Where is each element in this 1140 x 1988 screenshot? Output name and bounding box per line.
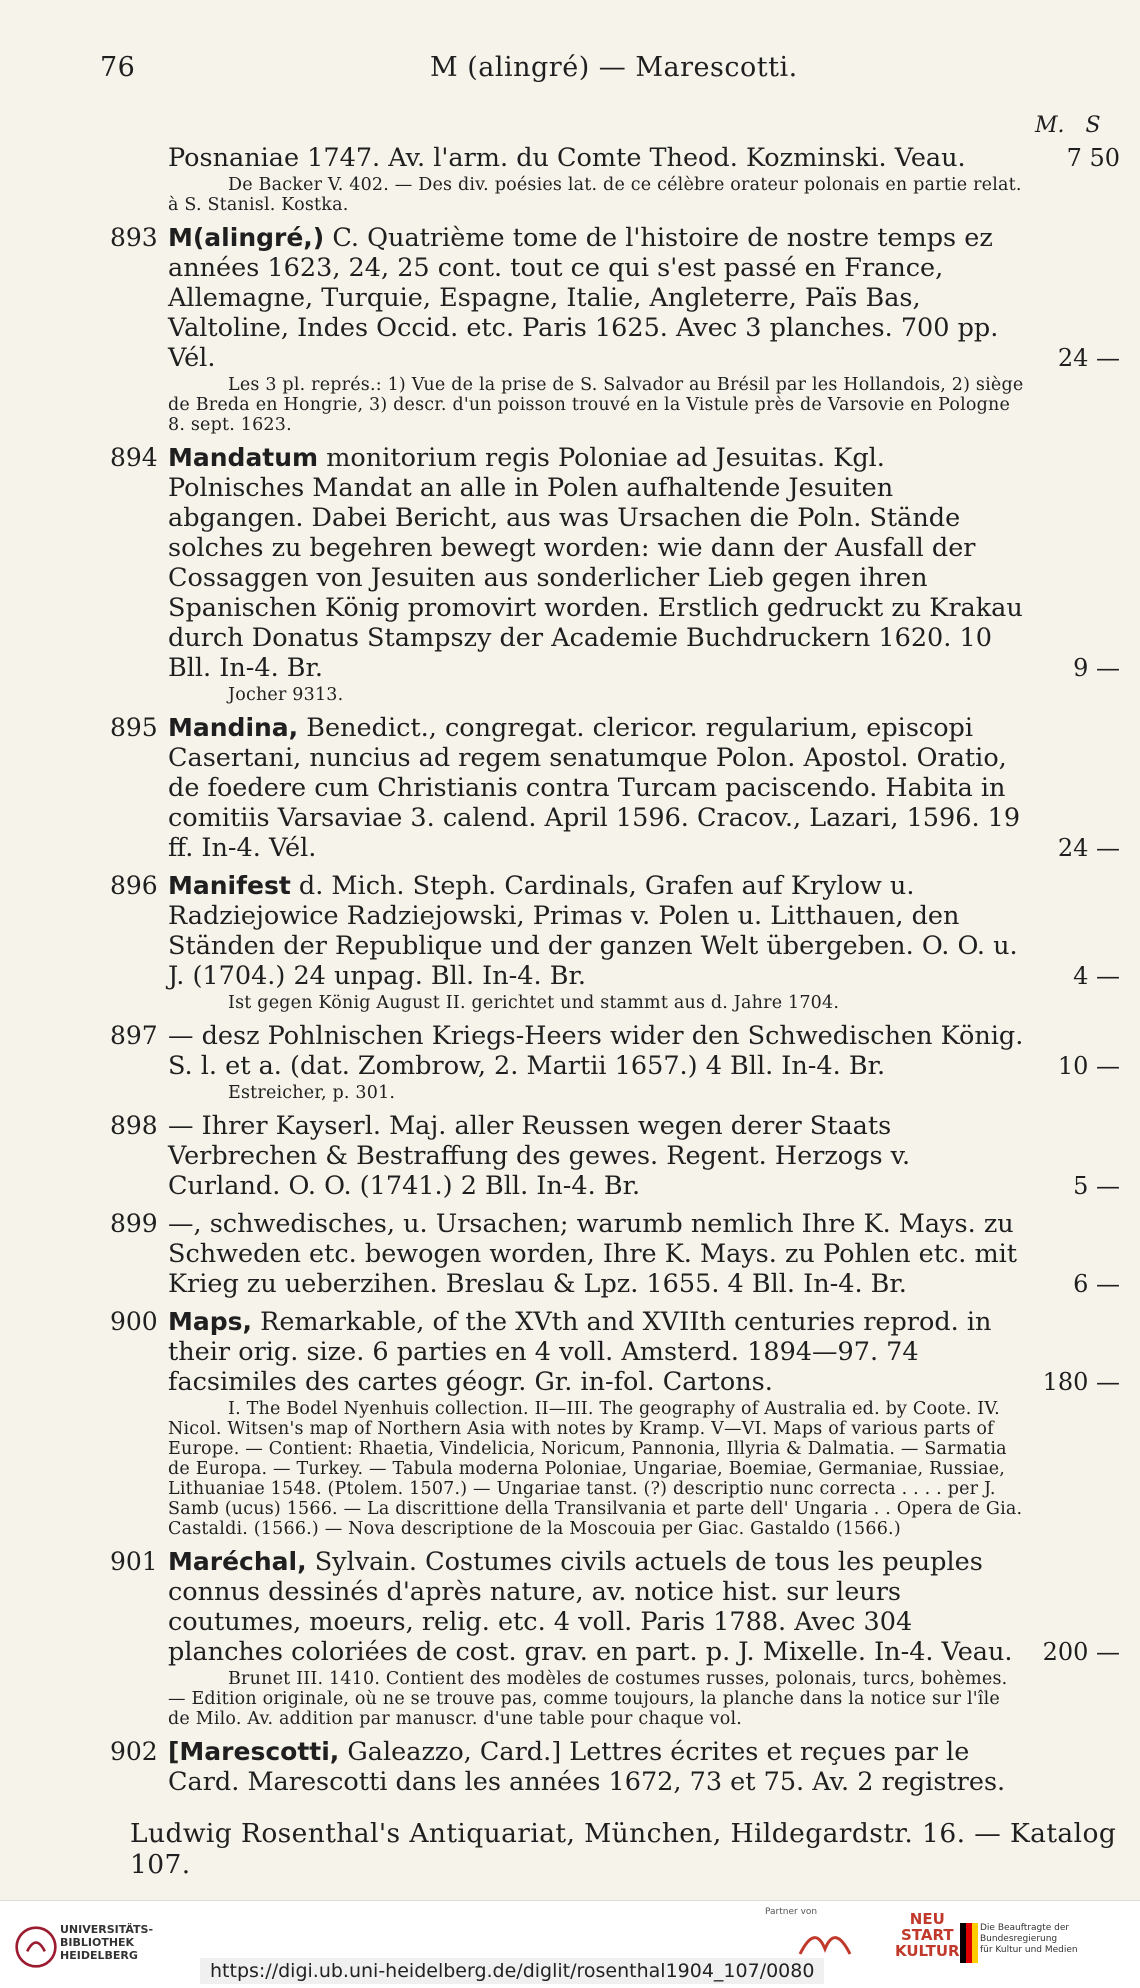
- entry-number: 900: [110, 1307, 158, 1336]
- bkm-label: Die Beauftragte der Bundesregierung für Kultur und Medien: [980, 1923, 1078, 1955]
- page-title: M (alingré) — Marescotti.: [430, 52, 798, 83]
- catalog-entry: [108, 871, 1120, 1013]
- entry-description: Galeazzo, Card.] Lettres écrites et reçues par le Card. Marescotti dans les années 1672, 73 et 75. Av. 2 registres.: [168, 1737, 1006, 1797]
- entry-number: 902: [110, 1737, 158, 1766]
- entry-number: 893: [110, 223, 158, 252]
- entry-description: — desz Pohlnischen Kriegs-Heers wider den Schwedischen König. S. l. et a. (dat. Zombrow, 2. Martii 1657.) 4 Bll. In-4. Br.: [168, 1021, 1024, 1081]
- entry-text: [168, 1111, 1025, 1201]
- entry-text: [168, 713, 1025, 863]
- entry-text: [168, 1307, 1025, 1397]
- entry-price: 9 —: [1073, 654, 1120, 682]
- catalog-entry: [108, 1209, 1120, 1299]
- entry-note: Les 3 pl. représ.: 1) Vue de la prise de S. Salvador au Brésil par les Hollandois, 2) siège de Breda en Hongrie, 3) descr. d'un poisson trouvé en la Vistule près de Varsovie en Pologne 8. sept. 1623.: [168, 375, 1024, 435]
- catalog-entry: [108, 1021, 1120, 1103]
- catalog-entry: [108, 1737, 1120, 1797]
- entry-price: 10 —: [1057, 1052, 1120, 1080]
- entry-heading: Manifest: [168, 871, 291, 900]
- entry-number: 894: [110, 443, 158, 472]
- entry-number: 898: [110, 1111, 158, 1140]
- entry-number: 896: [110, 871, 158, 900]
- entry-heading: Mandatum: [168, 443, 319, 472]
- entry-price: 24 —: [1057, 344, 1120, 372]
- entry-price: 200 —: [1042, 1638, 1120, 1666]
- catalog-entry: [108, 443, 1120, 705]
- entry-heading: Maréchal,: [168, 1547, 307, 1576]
- entry-heading: Maps,: [168, 1307, 253, 1336]
- entry-number: 901: [110, 1547, 158, 1576]
- entry-text: [168, 1737, 1025, 1797]
- partner-label: Partner von: [765, 1907, 818, 1917]
- neustart-kultur-logo: NEU START KULTUR: [895, 1910, 960, 1960]
- catalog-entry: [108, 143, 1120, 215]
- entry-note: De Backer V. 402. — Des div. poésies lat. de ce célèbre orateur polonais en partie relat. à S. Stanisl. Kostka.: [168, 175, 1022, 215]
- entry-description: C. Quatrième tome de l'histoire de nostre temps ez années 1623, 24, 25 cont. tout ce qui s'est passé en France, Allemagne, Turquie, Espagne, Italie, Angleterre, Païs Bas, Valtoline, Indes Occid. etc. Paris 1625. Avec 3 planches. 700 pp. Vél.: [168, 223, 999, 373]
- catalog-entry: [108, 1307, 1120, 1539]
- entry-description: — Ihrer Kayserl. Maj. aller Reussen wegen derer Staats Verbrechen & Bestraffung des gewes. Regent. Herzogs v. Curland. O. O. (1741.) 2 Bll. In-4. Br.: [168, 1111, 911, 1201]
- entry-description: —, schwedisches, u. Ursachen; warumb nemlich Ihre K. Mays. zu Schweden etc. bewogen worden, Ihre K. Mays. zu Pohlen etc. mit Krieg zu ueberzihen. Breslau & Lpz. 1655. 4 Bll. In-4. Br.: [168, 1209, 1018, 1299]
- page-footer: Ludwig Rosenthal's Antiquariat, München, Hildegardstr. 16. — Katalog 107.: [130, 1818, 1117, 1880]
- entry-note: Estreicher, p. 301.: [228, 1083, 396, 1103]
- entry-description: Sylvain. Costumes civils actuels de tous les peuples connus dessinés d'après nature, av. notice hist. sur leurs coutumes, moeurs, relig. etc. 4 voll. Paris 1788. Avec 304 planches coloriées de cost. grav. en part. p. J. Mixelle. In-4. Veau.: [168, 1547, 1013, 1667]
- entry-text: [168, 223, 1025, 373]
- entry-price: 6 —: [1073, 1270, 1120, 1298]
- entry-note: Jocher 9313.: [228, 685, 344, 705]
- entry-description: monitorium regis Poloniae ad Jesuitas. Kgl. Polnisches Mandat an alle in Polen aufhaltende Jesuiten abgangen. Dabei Bericht, aus was Ursachen die Poln. Stände solches zu begehren bewegt worden: wie dann der Ausfall der Cossaggen von Jesuiten aus sonderlicher Lieb gegen ihren Spanischen König promovirt worden. Erstlich gedruckt zu Krakau durch Donatus Stampszy der Academie Buchdruckern 1620. 10 Bll. In-4. Br.: [168, 443, 1023, 683]
- entry-number: 897: [110, 1021, 158, 1050]
- entry-number: 895: [110, 713, 158, 742]
- entry-note: Brunet III. 1410. Contient des modèles de costumes russes, polonais, turcs, bohèmes. — Edition originale, où ne se trouve pas, comme toujours, la planche dans la notice sur l'île de Milo. Av. addition par manuscr. d'une table pour chaque vol.: [168, 1669, 1008, 1729]
- entry-price: 5 —: [1073, 1172, 1120, 1200]
- library-name: UNIVERSITÄTS- BIBLIOTHEK HEIDELBERG: [60, 1923, 154, 1962]
- entry-heading: [Marescotti,: [168, 1737, 340, 1766]
- entry-note: Ist gegen König August II. gerichtet und stammt aus d. Jahre 1704.: [228, 993, 840, 1013]
- entry-heading: Mandina,: [168, 713, 299, 742]
- catalog-entry: [108, 1547, 1120, 1729]
- entry-text: [168, 1209, 1025, 1299]
- source-url[interactable]: https://digi.ub.uni-heidelberg.de/diglit/rosenthal1904_107/0080: [200, 1958, 824, 1984]
- entry-note: I. The Bodel Nyenhuis collection. II—III. The geography of Australia ed. by Coote. IV. Nicol. Witsen's map of Northern Asia with notes by Kramp. V—VI. Maps of various parts of Europe. — Contient: Rhaetia, Vindelicia, Noricum, Pannonia, Illyria & Dalmatia. — Sarmatia de Europa. — Turkey. — Tabula moderna Poloniae, Ungariae, Boemiae, Germaniae, Russiae, Lithuaniae 1548. (Ptolem. 1507.) — Ungariae tanst. (?) descriptio nunc correcta . . . . per J. Samb (ucus) 1566. — La discrittione della Transilvania et parte dell' Ungaria . . Opera de Gia. Castaldi. (1566.) — Nova descriptione de la Moscouia per Giac. Gastaldo (1566.): [168, 1399, 1023, 1539]
- entry-heading: M(alingré,): [168, 223, 325, 252]
- catalog-entry: [108, 713, 1120, 863]
- entry-description: Posnaniae 1747. Av. l'arm. du Comte Theod. Kozminski. Veau.: [168, 143, 966, 173]
- entry-description: d. Mich. Steph. Cardinals, Grafen auf Krylow u. Radziejowice Radziejowski, Primas v. Polen u. Litthauen, den Ständen der Republique und der ganzen Welt übergeben. O. O. u. J. (1704.) 24 unpag. Bll. In-4. Br.: [168, 871, 1018, 991]
- entry-price: 24 —: [1057, 834, 1120, 862]
- university-seal-icon: [14, 1925, 58, 1969]
- entry-price: 7 50: [1066, 144, 1120, 172]
- entry-text: [168, 443, 1025, 683]
- entry-text: [168, 1547, 1025, 1667]
- entry-description: Remarkable, of the XVth and XVIIth centuries reprod. in their orig. size. 6 parties en 4 voll. Amsterd. 1894—97. 74 facsimiles des cartes géogr. Gr. in-fol. Cartons.: [168, 1307, 992, 1397]
- entry-price: 4 —: [1073, 962, 1120, 990]
- catalog-entries: [108, 143, 1120, 1805]
- page-number: 76: [100, 52, 136, 83]
- catalog-entry: [108, 1111, 1120, 1201]
- entry-description: Benedict., congregat. clericor. regularium, episcopi Casertani, nuncius ad regem senatumque Polon. Apostol. Oratio, de foedere cum Christianis contra Turcam paciscendo. Habita in comitiis Varsaviae 3. calend. April 1596. Cracov., Lazari, 1596. 19 ff. In-4. Vél.: [168, 713, 1021, 863]
- price-column-header: M. S: [1035, 113, 1101, 138]
- entry-number: 899: [110, 1209, 158, 1238]
- entry-price: 180 —: [1042, 1368, 1120, 1396]
- entry-text: [168, 1021, 1025, 1081]
- catalog-entry: [108, 223, 1120, 435]
- entry-text: [168, 143, 1025, 173]
- federal-eagle-icon: [960, 1923, 978, 1963]
- entry-text: [168, 871, 1025, 991]
